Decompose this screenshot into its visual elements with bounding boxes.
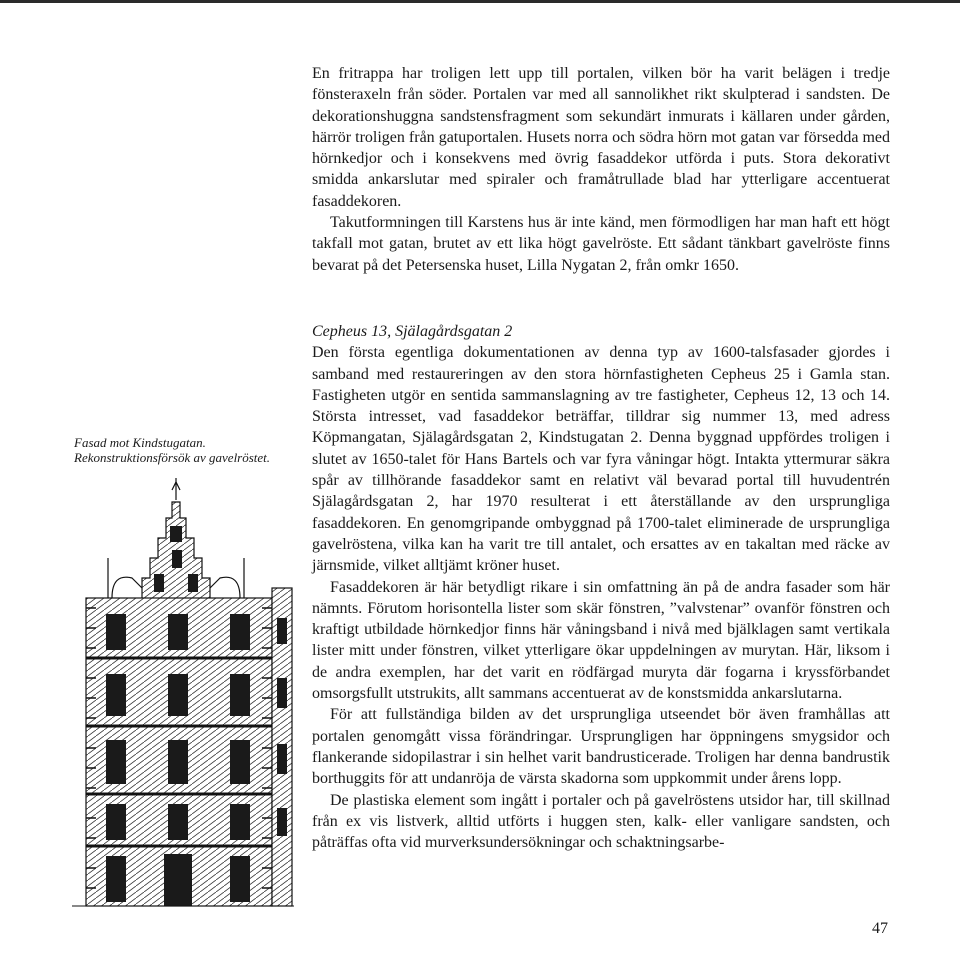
- section-heading: Cepheus 13, Själagårdsgatan 2: [312, 323, 513, 340]
- paragraph: Den första egentliga dokumentationen av denna typ av 1600-talsfasader gjordes i samband med restaureringen av den stora hörnfastigheten Cepheus 25 i Gamla stan. Fastigheten utgör en sentida sammanslagning av tre fastigheter, Cepheus 12, 13 och 14. Största intresset, vad fasaddekor beträffar, tilldrar sig nummer 13, med adress Köpmangatan, Själagårdsgatan 2, Kindstugatan 2. Denna byggnad uppfördes troligen i slutet av 1650-talet för Hans Bartels och var fyra våningar högt. Intakta yttermurar säkra spår av tillhörande fasaddekor samt en relativt väl bevarad portal till huvudentrén Själagårdsgatan 2, har 1970 resulterat i ett återställande av den ursprungliga fasaddekoren. En genomgripande ombyggnad på 1700-talet eliminerade de ursprungliga gavelröstena, vilka kan ha varit tre till antalet, och ersattes av en takaltan med räcke av järnsmide, vilket alltjämt kröner huset.: [312, 344, 890, 575]
- caption-line: Fasad mot Kindstugatan.: [74, 435, 206, 450]
- caption-line: Rekonstruktionsförsök av gavelröstet.: [74, 450, 271, 465]
- top-border: [0, 0, 960, 3]
- paragraph: Takutformningen till Karstens hus är inte känd, men förmodligen har man haft ett högt takfall mot gatan, brutet av ett lika högt gavelröste. Ett sådant tänkbart gavelröste finns bevarat på det Petersenska huset, Lilla Nygatan 2, från omkr 1650.: [312, 214, 890, 274]
- paragraph: En fritrappa har troligen lett upp till portalen, vilken bör ha varit belägen i tredje fönsteraxeln från söder. Portalen var med all sannolikhet rikt skulpterad i sandsten. De dekorationshuggna sandstensfragment som sekundärt inmurats i källaren under gården, härrör troligen från gatuportalen. Husets norra och södra hörn mot gatan var försedda med hörnkedjor och i konsekvens med övrig fasaddekor utförda i puts. Stora dekorativt smidda ankarslutar med spiraler och framåtrullade blad har ytterligare accentuerat fasaddekoren.: [312, 65, 890, 210]
- paragraph: För att fullständiga bilden av det ursprungliga utseendet bör även framhållas att portalen genomgått vissa förändringar. Ursprungligen har öppningens smygsidor och flankerande sidopilastrar i sin helhet varit bandrusticerade. Troligen har denna bandrustik borthuggits för att undanröja de värsta skadorna som uppkommit under årens lopp.: [312, 706, 890, 788]
- main-text-block: [312, 321, 890, 853]
- page-number: 47: [872, 920, 888, 937]
- paragraph: De plastiska element som ingått i portaler och på gavelröstens utsidor har, till skillnad från ex vis listverk, alltid utförts i huggen sten, kalk- eller vanligare sandsten, och påträffas ofta vid murverksundersökningar och schaktningsarbe-: [312, 791, 890, 852]
- figure-caption: [74, 435, 294, 465]
- paragraph: Fasaddekoren är här betydligt rikare i sin omfattning än på de andra fasader som här nämnts. Förutom horisontella lister som skär fönstren, ”valvstenar” ovanför fönstren och kraftigt utbildade hörnkedjor finns här våningsband i nivå med bjälklagen samt vertikala lister mitt under fönstren, vilket ytterligare ökar uppdelningen av murytan. Här, liksom i de andra exemplen, har det varit en rödfärgad muryta där fogarna i kryssförbandet omsorgsfullt utstrukits, allt sammans accentuerat av de konstsmidda ankarslutarna.: [312, 578, 890, 703]
- top-text-block: [312, 63, 890, 276]
- facade-drawing-icon: [72, 478, 294, 910]
